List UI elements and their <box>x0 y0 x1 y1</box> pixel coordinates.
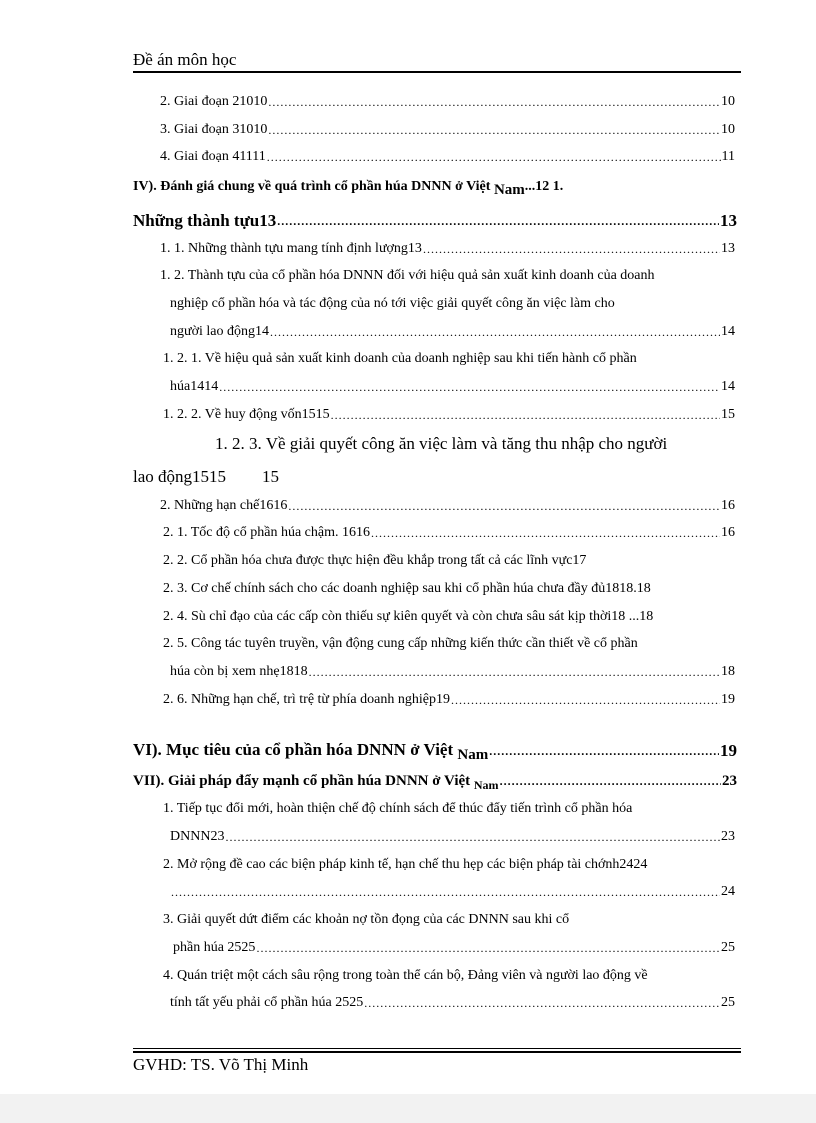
toc-entry-text: húa còn bị xem nhẹ1818 <box>170 664 308 679</box>
toc-entry-line[interactable]: 2. Mở rộng đề cao các biện pháp kinh tế, hạn chế thu hẹp các biện pháp tài chớnh2424 <box>163 857 648 872</box>
toc-leader-dots <box>268 92 720 112</box>
toc-entry-line[interactable]: nghiệp cổ phần hóa và tác động của nó tới việc giải quyết công ăn việc làm cho <box>170 296 615 311</box>
toc-entry-line[interactable]: 4. Quán triệt một cách sâu rộng trong toàn thể cán bộ, Đảng viên và người lao động về <box>163 968 648 983</box>
toc-entry-text: phần húa 2525 <box>173 940 256 955</box>
toc-entry[interactable] <box>170 322 735 342</box>
toc-entry[interactable] <box>170 377 735 397</box>
toc-leader-dots <box>331 405 720 425</box>
toc-page-number: 23 <box>721 829 735 844</box>
toc-page-number: 19 <box>720 741 737 760</box>
toc-entry-line[interactable]: 1. 2. Thành tựu của cổ phần hóa DNNN đối với hiệu quả sản xuất kinh doanh của doanh <box>160 268 655 283</box>
toc-entry-line[interactable]: 2. 4. Sù chỉ đạo của các cấp còn thiếu sự kiên quyết và còn chưa sâu sát kịp thời18 ...18 <box>163 609 654 624</box>
toc-entry-text: 2. Những hạn chế1616 <box>160 498 288 513</box>
toc-leader-dots <box>270 322 720 342</box>
toc-entry-line[interactable]: 1. 2. 3. Về giải quyết công ăn việc làm và tăng thu nhập cho người <box>215 434 668 453</box>
toc-page-number: 18 <box>721 664 735 679</box>
toc-page-number: 13 <box>721 241 735 256</box>
toc-entry[interactable] <box>170 882 735 902</box>
toc-leader-dots <box>451 690 720 710</box>
header-rule <box>133 71 741 73</box>
toc-entry[interactable] <box>133 771 737 791</box>
toc-entry-text: 1. 2. 2. Về huy động vốn1515 <box>163 407 330 422</box>
toc-leader-dots <box>268 120 720 140</box>
toc-heading-subscript: Nam <box>493 182 525 198</box>
toc-page-number: 25 <box>721 940 735 955</box>
toc-leader-dots <box>267 147 721 167</box>
toc-page-number: 10 <box>721 122 735 137</box>
toc-entry-line[interactable]: 1. Tiếp tục đổi mới, hoàn thiện chế độ chính sách để thúc đẩy tiến trình cổ phần hóa <box>163 801 633 816</box>
toc-entry-text: người lao động14 <box>170 324 269 339</box>
toc-heading-iv[interactable] <box>133 176 741 196</box>
toc-heading-text: IV). Đánh giá chung về quá trình cổ phần húa DNNN ở Việt <box>133 179 494 194</box>
toc-page-number: 23 <box>722 773 737 789</box>
toc-entry[interactable] <box>160 92 735 112</box>
toc-leader-dots <box>500 771 721 791</box>
toc-entry[interactable] <box>173 938 735 958</box>
toc-leader-dots <box>225 827 720 847</box>
toc-entry[interactable] <box>160 239 735 259</box>
toc-leader-dots <box>489 739 719 763</box>
toc-entry-line[interactable]: 2. 2. Cổ phần hóa chưa được thực hiện đều khắp trong tất cả các lĩnh vực17 <box>163 553 587 568</box>
toc-leader-dots <box>256 938 720 958</box>
toc-entry-text: tính tất yếu phải cổ phần húa 2525 <box>170 995 364 1010</box>
toc-leader-dots <box>171 882 720 902</box>
toc-entry[interactable] <box>163 690 735 710</box>
toc-entry[interactable] <box>133 739 737 763</box>
page-header-title: Đề án môn học <box>133 50 237 69</box>
toc-entry-text: 2. Giai đoạn 21010 <box>160 94 268 109</box>
toc-entry[interactable] <box>160 120 735 140</box>
toc-entry[interactable] <box>163 523 735 543</box>
toc-entry-line[interactable]: 1. 2. 1. Về hiệu quả sản xuất kinh doanh của doanh nghiệp sau khi tiến hành cổ phần <box>163 351 637 366</box>
toc-entry[interactable] <box>160 147 735 167</box>
toc-entry-text: 1. 1. Những thành tựu mang tính định lượng13 <box>160 241 422 256</box>
toc-leader-dots <box>423 239 720 259</box>
footer-rule-thick <box>133 1051 741 1053</box>
toc-page-number: 15 <box>262 467 280 486</box>
toc-entry[interactable] <box>133 465 279 489</box>
toc-leader-dots <box>364 993 720 1013</box>
toc-page-number: 15 <box>721 407 735 422</box>
toc-entry-line[interactable]: 3. Giải quyết dứt điểm các khoản nợ tồn đọng của các DNNN sau khi cổ <box>163 912 570 927</box>
toc-entry-text: Những thành tựu13 <box>133 211 277 230</box>
toc-heading-tail: ...12 1. <box>524 179 564 194</box>
page-bottom-margin <box>0 1094 816 1123</box>
toc-entry[interactable] <box>170 662 735 682</box>
toc-page-number: 24 <box>721 884 735 899</box>
toc-leader-dots <box>371 523 720 543</box>
toc-entry-text: lao động1515 <box>133 467 227 486</box>
toc-page-number: 10 <box>721 94 735 109</box>
toc-entry[interactable] <box>163 405 735 425</box>
toc-entry-text: 4. Giai đoạn 41111 <box>160 149 266 164</box>
toc-entry-text: 2. 1. Tốc độ cổ phần húa chậm. 1616 <box>163 525 370 540</box>
toc-entry[interactable] <box>160 496 735 516</box>
toc-page-number: 16 <box>721 498 735 513</box>
toc-entry-text: 2. 6. Những hạn chế, trì trệ từ phía doanh nghiệp19 <box>163 692 450 707</box>
toc-entry-text: DNNN23 <box>170 829 225 844</box>
toc-entry-text: húa1414 <box>170 379 219 394</box>
toc-page-number: 16 <box>721 525 735 540</box>
toc-entry-text: VII). Giải pháp đẩy mạnh cổ phần húa DNNN ở Việt $_{Nam}$ <box>133 773 499 792</box>
footer-rule-thin <box>133 1048 741 1049</box>
toc-leader-dots <box>309 662 720 682</box>
toc-entry-text: VI). Mục tiêu của cổ phần hóa DNNN ở Việt Nam <box>133 740 489 763</box>
toc-page-number: 14 <box>721 379 735 394</box>
toc-page-number: 14 <box>721 324 735 339</box>
toc-page-number: 19 <box>721 692 735 707</box>
toc-leader-dots <box>277 209 719 233</box>
toc-leader-dots <box>288 496 720 516</box>
toc-entry[interactable] <box>133 209 737 233</box>
toc-page-number: 13 <box>720 211 737 230</box>
toc-page-number: 25 <box>721 995 735 1010</box>
toc-entry-text: 3. Giai đoạn 31010 <box>160 122 268 137</box>
toc-leader-dots <box>219 377 720 397</box>
toc-page-number: 11 <box>721 149 735 164</box>
toc-entry[interactable] <box>170 993 735 1013</box>
toc-entry-line[interactable]: 2. 5. Công tác tuyên truyền, vận động cung cấp những kiến thức cần thiết về cổ phần <box>163 636 638 651</box>
toc-entry-line[interactable]: 2. 3. Cơ chế chính sách cho các doanh nghiệp sau khi cổ phần húa chưa đầy đủ1818.18 <box>163 581 651 596</box>
toc-entry[interactable] <box>170 827 735 847</box>
page-footer-text: GVHD: TS. Võ Thị Minh <box>133 1055 309 1074</box>
